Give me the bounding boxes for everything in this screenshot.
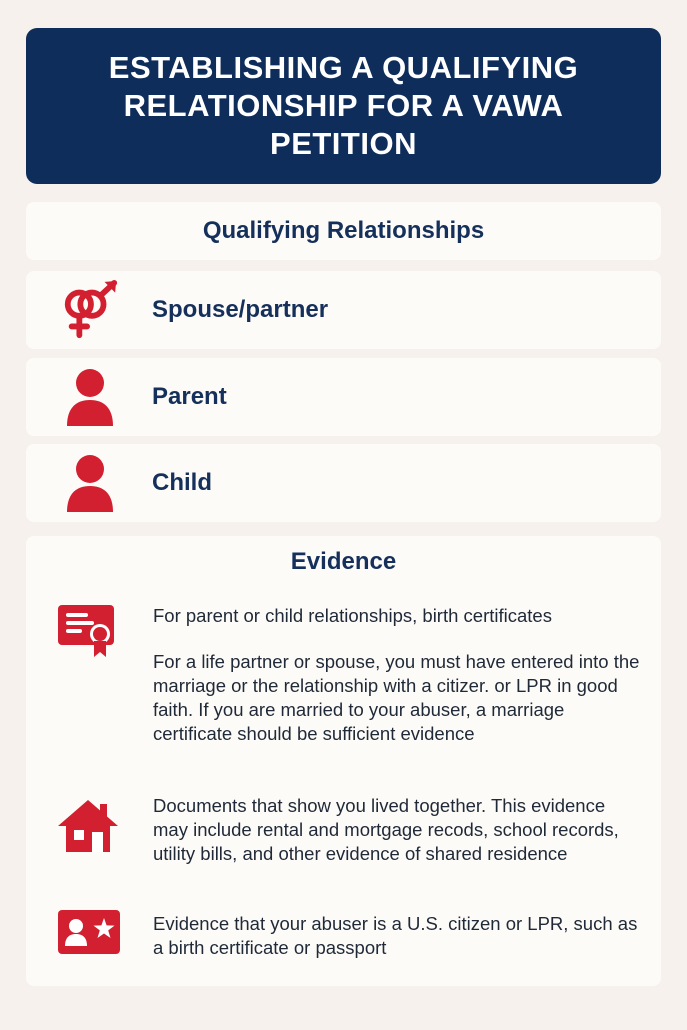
evidence-card xyxy=(26,536,661,986)
qualifying-relationships-card xyxy=(26,202,661,260)
relationship-item-parent xyxy=(26,358,661,436)
header-banner xyxy=(26,28,661,184)
qualifying-relationships-heading: Qualifying Relationships xyxy=(202,217,485,244)
page-title: ESTABLISHING A QUALIFYING RELATIONSHIP FOR A VAWA PETITION xyxy=(108,50,579,161)
relationship-item-child xyxy=(26,444,661,522)
evidence-text: Evidence that your abuser is a U.S. citizen or LPR, such as a birth certificate or passport xyxy=(153,913,638,958)
person-icon xyxy=(60,453,120,513)
relationship-label: Parent xyxy=(152,383,227,410)
certificate-icon xyxy=(56,602,124,662)
relationship-label: Child xyxy=(152,469,212,496)
person-icon xyxy=(60,367,120,427)
evidence-text: For a life partner or spouse, you must have entered into the marriage or the relationship with a citizer. or LPR in good faith. If you are married to your abuser, a marriage certificate should be sufficient evidence xyxy=(153,651,640,744)
evidence-text: Documents that show you lived together. This evidence may include rental and mortgage recods, school records, utility bills, and other evidence of shared residence xyxy=(153,795,619,864)
relationship-label: Spouse/partner xyxy=(152,296,329,323)
house-icon xyxy=(56,798,124,858)
evidence-text: For parent or child relationships, birth certificates xyxy=(153,605,552,626)
gender-symbols-icon xyxy=(60,280,120,340)
relationship-item-spouse xyxy=(26,271,661,349)
evidence-heading: Evidence xyxy=(290,548,397,575)
id-card-icon xyxy=(56,908,124,968)
